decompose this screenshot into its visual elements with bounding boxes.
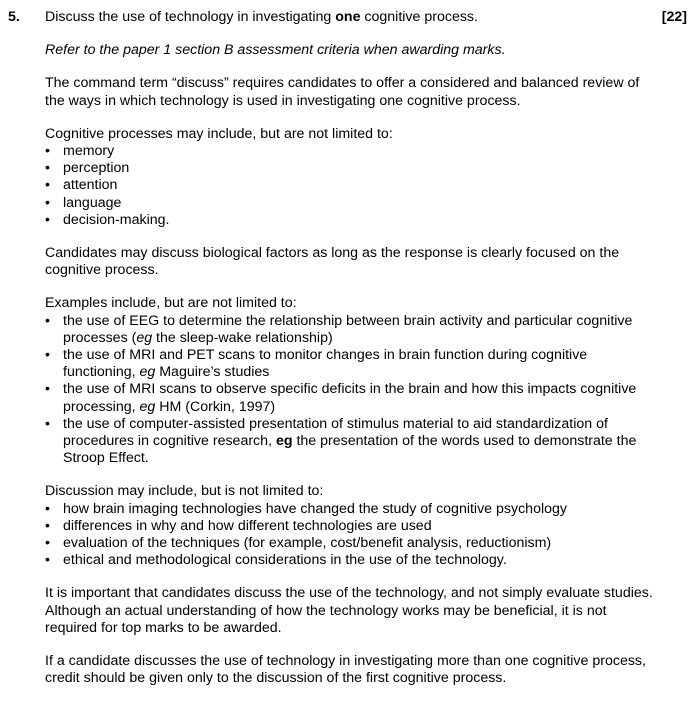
list-item bbox=[45, 313, 655, 347]
bullet-icon: • bbox=[45, 177, 50, 194]
example-eg: eg bbox=[139, 364, 156, 381]
example-eg: eg bbox=[136, 329, 153, 346]
list-item-text: language bbox=[63, 194, 122, 211]
credit-note: If a candidate discusses the use of technology in investigating more than one cognitive process, credit should be given only to the discussion of the first cognitive process. bbox=[45, 653, 646, 687]
example-text: Maguire’s studies bbox=[155, 364, 270, 381]
list-item bbox=[45, 212, 655, 229]
question-marks: [22] bbox=[661, 9, 687, 25]
list-item-text: memory bbox=[63, 143, 115, 160]
list-item bbox=[45, 501, 655, 518]
discussion-intro: Discussion may include, but is not limited to: bbox=[45, 483, 324, 500]
important-note: It is important that candidates discuss the use of the technology, and not simply evaluate studies. Although an actual understanding of how the technology works may be beneficial, it is not required for top marks to be awarded. bbox=[45, 585, 653, 636]
bullet-icon: • bbox=[45, 194, 50, 211]
list-item bbox=[45, 381, 655, 415]
markscheme-content bbox=[45, 9, 655, 688]
bullet-icon: • bbox=[45, 415, 50, 432]
list-item-text: evaluation of the techniques (for example, cost/benefit analysis, reductionism) bbox=[63, 535, 552, 552]
bullet-icon: • bbox=[45, 552, 50, 569]
list-item bbox=[45, 143, 655, 160]
list-item bbox=[45, 195, 655, 212]
bullet-icon: • bbox=[45, 500, 50, 517]
bullet-icon: • bbox=[45, 381, 50, 398]
example-eg: eg bbox=[139, 398, 156, 415]
processes-intro: Cognitive processes may include, but are not limited to: bbox=[45, 125, 393, 142]
biological-note: Candidates may discuss biological factors as long as the response is clearly focused on the cognitive process. bbox=[45, 245, 620, 279]
example-text: the use of MRI and PET scans to monitor changes in brain function during cognitive functioning, bbox=[63, 347, 588, 381]
question-number: 5. bbox=[8, 9, 20, 25]
list-item bbox=[45, 518, 655, 535]
examples-intro: Examples include, but are not limited to: bbox=[45, 295, 297, 312]
command-term-note: The command term “discuss” requires candidates to offer a considered and balanced review of the ways in which technology is used in investigating one cognitive process. bbox=[45, 75, 640, 109]
list-item-text: how brain imaging technologies have changed the study of cognitive psychology bbox=[63, 500, 567, 517]
stem-bold: one bbox=[335, 9, 361, 25]
list-item bbox=[45, 347, 655, 381]
stem-before: Discuss the use of technology in investigating bbox=[45, 9, 336, 25]
list-item-text: differences in why and how different technologies are used bbox=[63, 517, 432, 534]
discussion-list bbox=[45, 501, 655, 570]
processes-list bbox=[45, 143, 655, 229]
stem-after: cognitive process. bbox=[360, 9, 478, 25]
list-item bbox=[45, 552, 655, 569]
bullet-icon: • bbox=[45, 312, 50, 329]
example-text: the use of computer-assisted presentation of stimulus material to aid standardization of procedures in cognitive research, bbox=[63, 415, 608, 450]
example-eg: eg bbox=[275, 433, 293, 450]
list-item-text: decision-making. bbox=[63, 211, 170, 228]
bullet-icon: • bbox=[45, 211, 50, 228]
list-item-text: attention bbox=[63, 177, 118, 194]
bullet-icon: • bbox=[45, 517, 50, 534]
question-stem bbox=[45, 9, 655, 26]
example-text: the use of MRI scans to observe specific deficits in the brain and how this impacts cognitive processing, bbox=[63, 381, 637, 415]
example-text: the use of EEG to determine the relationship between brain activity and particular cognitive processes ( bbox=[63, 312, 633, 346]
bullet-icon: • bbox=[45, 347, 50, 364]
list-item bbox=[45, 416, 655, 468]
example-text: the sleep-wake relationship) bbox=[152, 329, 333, 346]
list-item bbox=[45, 177, 655, 194]
list-item-text: ethical and methodological considerations in the use of the technology. bbox=[63, 552, 507, 569]
bullet-icon: • bbox=[45, 160, 50, 177]
marking-instruction: Refer to the paper 1 section B assessment criteria when awarding marks. bbox=[45, 42, 506, 59]
examples-list bbox=[45, 313, 655, 468]
example-text: HM (Corkin, 1997) bbox=[155, 398, 276, 415]
example-text: the presentation of the words used to demonstrate the Stroop Effect. bbox=[63, 433, 637, 467]
list-item bbox=[45, 160, 655, 177]
bullet-icon: • bbox=[45, 143, 50, 160]
bullet-icon: • bbox=[45, 535, 50, 552]
list-item bbox=[45, 535, 655, 552]
list-item-text: perception bbox=[63, 160, 130, 177]
